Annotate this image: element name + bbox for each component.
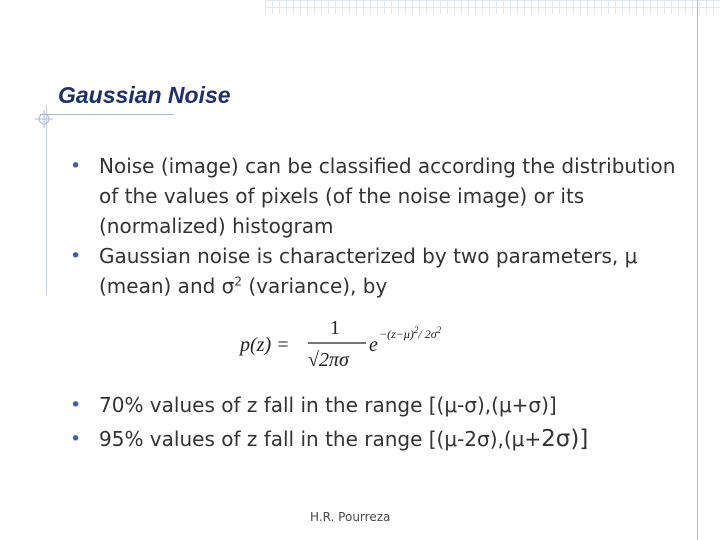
bullet-dot-icon: • xyxy=(70,245,82,267)
variance-superscript: 2 xyxy=(234,274,242,289)
bullet-dot-icon: • xyxy=(70,155,82,177)
slide-title: Gaussian Noise xyxy=(58,82,231,108)
bullet-text-large: 2σ)] xyxy=(541,426,589,452)
decorative-grid-band xyxy=(265,0,720,14)
gaussian-pdf-formula xyxy=(238,314,478,370)
right-guide-line xyxy=(697,0,698,540)
bullet-dot-icon: • xyxy=(70,394,82,416)
bullet-item xyxy=(70,151,680,241)
bullet-text: 70% values of z fall in the range [(μ-σ),(μ+σ)] xyxy=(99,393,557,417)
exponent-sup: 2 xyxy=(413,325,419,335)
formula-numerator: 1 xyxy=(330,317,340,339)
bullet-text: 95% values of z fall in the range [(μ-2σ),(μ+ xyxy=(99,427,542,451)
bullet-list-top xyxy=(70,151,680,301)
bullet-text: Noise (image) can be classified according the distribution of the values of pixels (of the noise image) or its (normalized) histogram xyxy=(99,154,676,238)
bullet-item xyxy=(70,241,680,301)
formula-exponent xyxy=(379,325,442,341)
formula-denominator: √2πσ xyxy=(308,349,349,370)
crosshair-icon xyxy=(35,110,53,128)
bullet-item xyxy=(70,388,690,422)
left-guide-line xyxy=(46,105,47,295)
exponent-tail: / 2σ xyxy=(418,327,437,341)
formula-lhs: p(z) = xyxy=(240,334,290,356)
bullet-list-bottom xyxy=(70,388,690,456)
bullet-text: Gaussian noise is characterized by two parameters, μ (mean) and σ xyxy=(99,244,638,298)
footer-author: H.R. Pourreza xyxy=(310,510,391,524)
bullet-dot-icon: • xyxy=(70,428,82,450)
bullet-text-tail: (variance), by xyxy=(241,274,388,298)
formula-exp-base: e xyxy=(369,334,378,356)
exponent-tail-sup: 2 xyxy=(436,325,442,335)
title-underline xyxy=(40,114,174,115)
exponent-main: −(z−μ) xyxy=(379,327,414,341)
bullet-item xyxy=(70,422,690,456)
